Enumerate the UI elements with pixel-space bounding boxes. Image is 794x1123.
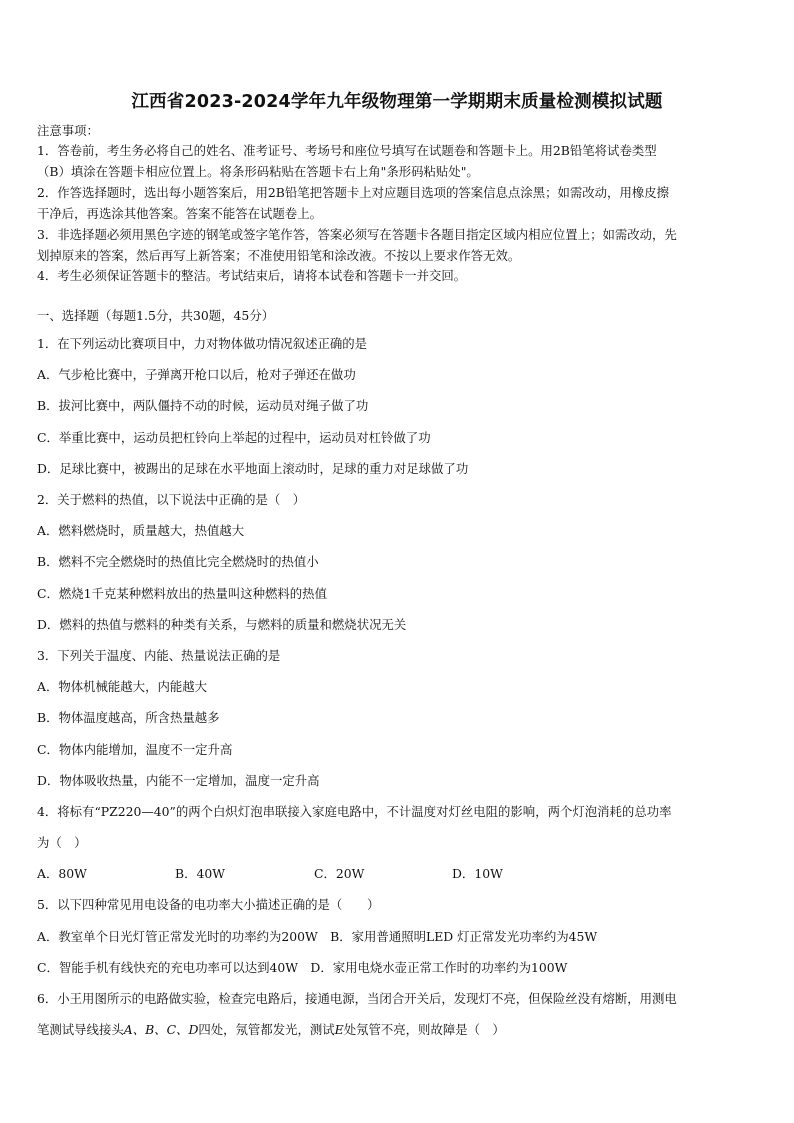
question-5-stem: 5．以下四种常见用电设备的电功率大小描述正确的是（ ） (37, 897, 380, 912)
notice-line: （B）填涂在答题卡相应位置上。将条形码粘贴在答题卡右上角"条形码粘贴处"。 (37, 164, 479, 179)
section-heading: 一、选择题（每题1.5分，共30题，45分） (37, 308, 275, 323)
question-1-option-d: D．足球比赛中，被踢出的足球在水平地面上滚动时，足球的重力对足球做了功 (37, 461, 469, 476)
question-1-option-b: B．拔河比赛中，两队僵持不动的时候，运动员对绳子做了功 (37, 398, 369, 413)
question-3-option-a: A．物体机械能越大，内能越大 (37, 679, 208, 694)
question-4-stem-cont: 为（ ） (37, 835, 87, 850)
question-2-option-b: B．燃料不完全燃烧时的热值比完全燃烧时的热值小 (37, 554, 319, 569)
question-6-stem: 6．小王用图所示的电路做实验，检查完电路后，接通电源，当闭合开关后，发现灯不亮，但保险丝没有熔断，用测电 (37, 991, 677, 1006)
question-1-option-c: C．举重比赛中，运动员把杠铃向上举起的过程中，运动员对杠铃做了功 (37, 430, 431, 445)
question-3-option-d: D．物体吸收热量，内能不一定增加，温度一定升高 (37, 773, 320, 788)
notice-line: 划掉原来的答案，然后再写上新答案；不准使用铅笔和涂改液。不按以上要求作答无效。 (37, 248, 521, 263)
notice-line: 4．考生必须保证答题卡的整洁。考试结束后，请将本试卷和答题卡一并交回。 (37, 268, 467, 283)
notice-line: 1．答卷前，考生务必将自己的姓名、准考证号、考场号和座位号填写在试题卷和答题卡上。用2B铅笔将试卷类型 (37, 143, 657, 158)
q6-points: A、B、C、D (123, 1022, 199, 1037)
question-3-option-b: B．物体温度越高，所含热量越多 (37, 710, 220, 725)
question-2-option-d: D．燃料的热值与燃料的种类有关系，与燃料的质量和燃烧状况无关 (37, 617, 407, 632)
question-2-option-a: A．燃料燃烧时，质量越大，热值越大 (37, 523, 245, 538)
notice-line: 2．作答选择题时，选出每小题答案后，用2B铅笔把答题卡上对应题目选项的答案信息点涂黑；如需改动，用橡皮擦 (37, 185, 670, 200)
question-4-stem: 4．将标有“PZ220—40”的两个白炽灯泡串联接入家庭电路中，不计温度对灯丝电阻的影响，两个灯泡消耗的总功率 (37, 804, 672, 819)
question-1-option-a: A．气步枪比赛中，子弹离开枪口以后，枪对子弹还在做功 (37, 367, 356, 382)
q6-text-2: 四处，氖管都发光，测试 (198, 1022, 335, 1037)
question-4-option-c: C．20W (314, 866, 365, 881)
question-3-option-c: C．物体内能增加，温度不一定升高 (37, 742, 233, 757)
question-5-options-cd: C．智能手机有线快充的充电功率可以达到40W D．家用电烧水壶正常工作时的功率约为100W (37, 960, 568, 975)
notice-heading: 注意事项： (37, 123, 99, 138)
question-1-stem: 1．在下列运动比赛项目中，力对物体做功情况叙述正确的是 (37, 336, 368, 351)
question-5-options-ab: A．教室单个日光灯管正常发光时的功率约为200W B．家用普通照明LED 灯正常发光功率约为45W (37, 929, 598, 944)
question-3-stem: 3．下列关于温度、内能、热量说法正确的是 (37, 648, 281, 663)
page-title: 江西省2023-2024学年九年级物理第一学期期末质量检测模拟试题 (131, 92, 663, 112)
q6-text-1: 笔测试导线接头 (37, 1022, 124, 1037)
notice-line: 干净后，再选涂其他答案。答案不能答在试题卷上。 (37, 206, 322, 221)
q6-point-e: E (334, 1022, 344, 1037)
question-4-option-d: D．10W (452, 866, 503, 881)
question-4-option-b: B．40W (175, 866, 225, 881)
question-4-option-a: A．80W (37, 866, 87, 881)
question-2-option-c: C．燃烧1千克某种燃料放出的热量叫这种燃料的热值 (37, 586, 327, 601)
question-6-stem-cont (37, 1020, 505, 1038)
notice-line: 3．非选择题必须用黑色字迹的钢笔或签字笔作答，答案必须写在答题卡各题目指定区域内相应位置上；如需改动，先 (37, 227, 677, 242)
question-2-stem: 2．关于燃料的热值，以下说法中正确的是（ ） (37, 492, 306, 507)
q6-text-3: 处氖管不亮，则故障是（ ） (343, 1022, 505, 1037)
